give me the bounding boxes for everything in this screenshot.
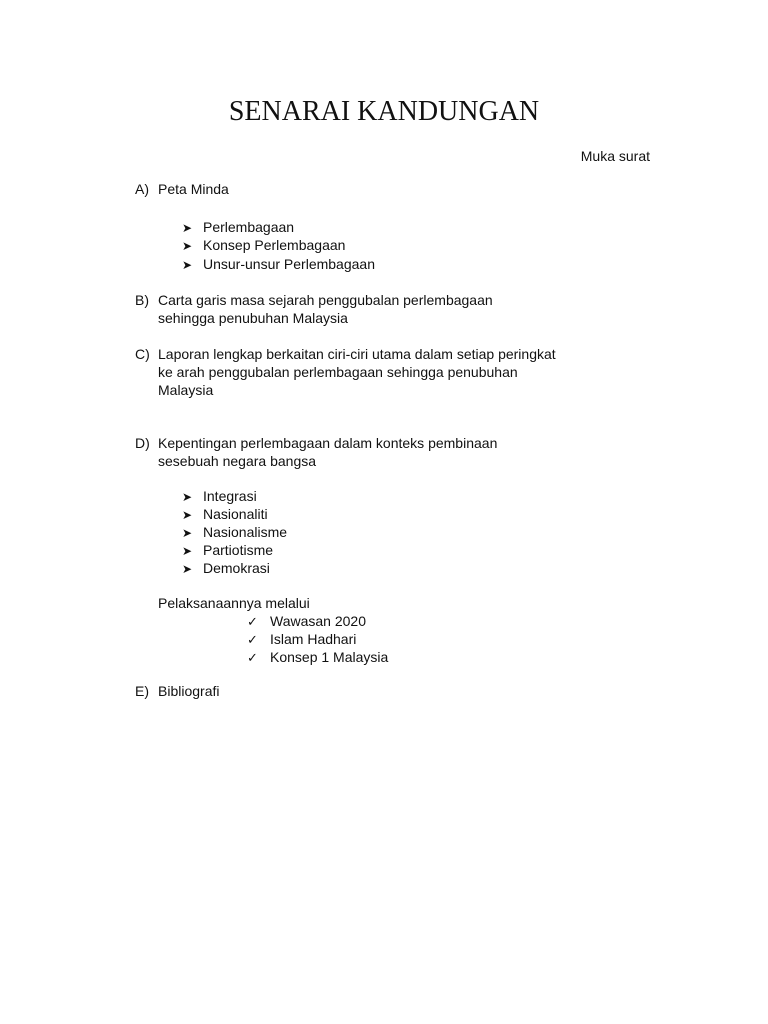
list-item: ➤ Perlembagaan [182, 219, 295, 235]
list-item: ✓ Wawasan 2020 [247, 613, 366, 629]
section-d-letter: D) [135, 435, 150, 451]
section-e-letter: E) [135, 683, 149, 699]
section-a-heading: Peta Minda [158, 181, 229, 197]
section-d-line: sesebuah negara bangsa [158, 453, 317, 469]
section-a-letter: A) [135, 181, 149, 197]
page-title: SENARAI KANDUNGAN [228, 96, 540, 127]
list-item: ➤ Nasionalisme [182, 524, 288, 540]
arrowhead-bullet-icon: ➤ [182, 562, 193, 576]
checkmark-icon: ✓ [247, 614, 258, 629]
section-b-line: sehingga penubuhan Malaysia [158, 310, 348, 326]
section-d-line: Kepentingan perlembagaan dalam konteks pembinaan [158, 435, 498, 451]
list-item: ➤ Nasionaliti [182, 506, 268, 522]
page-number-label: Muka surat [580, 148, 650, 164]
list-item: ➤ Unsur-unsur Perlembagaan [182, 256, 375, 272]
arrowhead-bullet-icon: ➤ [182, 544, 193, 558]
checkmark-icon: ✓ [247, 650, 258, 665]
list-item: ➤ Demokrasi [182, 560, 270, 576]
checkmark-icon: ✓ [247, 632, 258, 647]
section-c-line: Laporan lengkap berkaitan ciri-ciri utama dalam setiap peringkat [158, 346, 556, 362]
arrowhead-bullet-icon: ➤ [182, 221, 193, 235]
section-c-line: Malaysia [158, 382, 214, 398]
arrowhead-bullet-icon: ➤ [182, 258, 193, 272]
list-item: ✓ Konsep 1 Malaysia [247, 649, 389, 665]
arrowhead-bullet-icon: ➤ [182, 508, 193, 522]
section-c-letter: C) [135, 346, 150, 362]
section-b-letter: B) [135, 292, 149, 308]
implementation-label: Pelaksanaannya melalui [158, 595, 310, 611]
list-item: ➤ Partiotisme [182, 542, 274, 558]
arrowhead-bullet-icon: ➤ [182, 490, 193, 504]
section-b-line: Carta garis masa sejarah penggubalan perlembagaan [158, 292, 493, 308]
list-item: ➤ Konsep Perlembagaan [182, 237, 346, 253]
arrowhead-bullet-icon: ➤ [182, 239, 193, 253]
list-item: ✓ Islam Hadhari [247, 631, 357, 647]
section-c-line: ke arah penggubalan perlembagaan sehingga penubuhan [158, 364, 518, 380]
list-item: ➤ Integrasi [182, 488, 257, 504]
section-e-heading: Bibliografi [158, 683, 220, 699]
arrowhead-bullet-icon: ➤ [182, 526, 193, 540]
